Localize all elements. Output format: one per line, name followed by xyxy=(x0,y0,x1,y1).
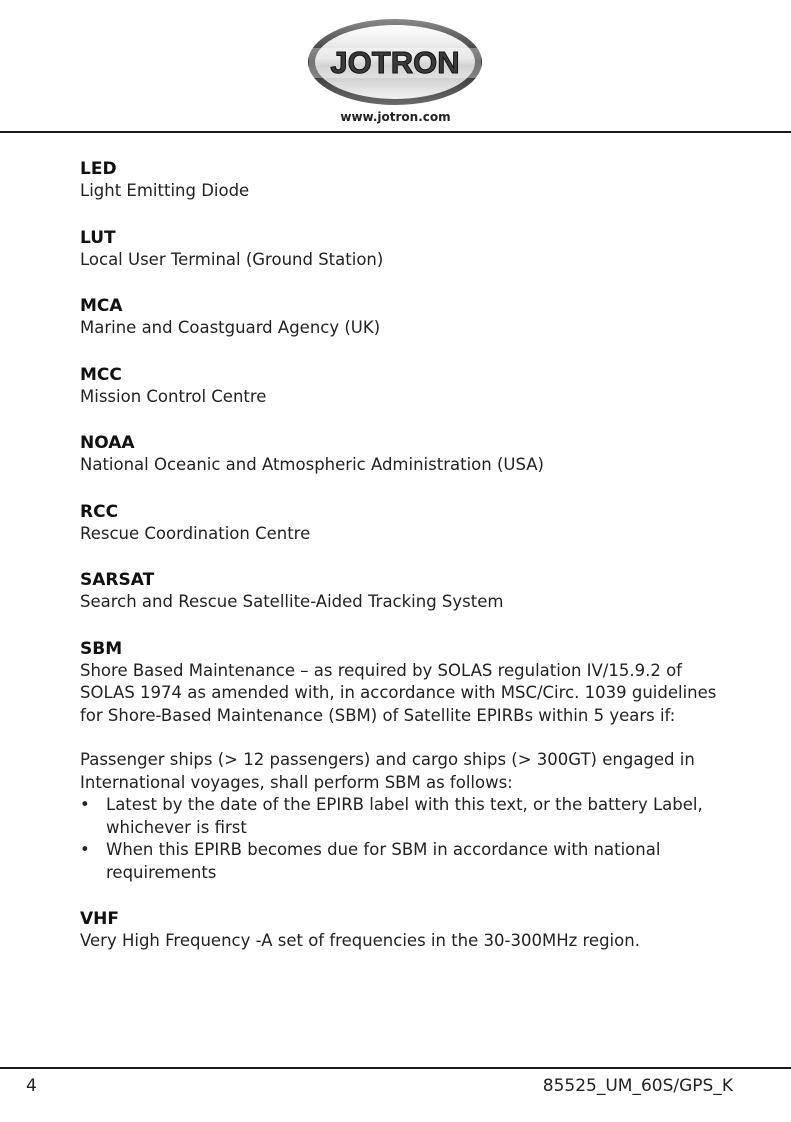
list-item xyxy=(80,839,720,884)
svg-text:JOTRON: JOTRON xyxy=(330,45,460,80)
term-title: RCC xyxy=(80,501,119,522)
term-title: MCA xyxy=(80,296,123,316)
term-mcc xyxy=(80,364,720,409)
jotron-logo-graphic xyxy=(307,18,483,106)
bullet-icon: • xyxy=(80,840,90,859)
page-header xyxy=(0,0,791,132)
term-lut xyxy=(80,227,720,272)
term-definition: Shore Based Maintenance – as required by SOLAS regulation IV/15.9.2 of SOLAS 1974 as amended with, in accordance with MSC/Circ. 1039 guidelines for Shore-Based Maintenance (SBM) of Satellite EPIRBs within 5 years if: xyxy=(80,660,717,725)
sbm-paragraph: Passenger ships (> 12 passengers) and cargo ships (> 300GT) engaged in International voyages, shall perform SBM as follows: xyxy=(80,750,695,792)
term-title: LED xyxy=(80,159,117,179)
website-url[interactable]: www.jotron.com xyxy=(340,110,451,124)
term-definition: Mission Control Centre xyxy=(80,386,267,406)
term-sarsat xyxy=(80,569,720,614)
term-rcc xyxy=(80,501,720,546)
term-definition: Light Emitting Diode xyxy=(80,181,250,200)
page-number: 4 xyxy=(26,1076,37,1096)
term-title: NOAA xyxy=(80,433,135,453)
term-noaa xyxy=(80,432,720,477)
document-code: 85525_UM_60S/GPS_K xyxy=(542,1076,733,1096)
bullet-icon: • xyxy=(80,795,90,814)
term-led xyxy=(80,158,720,203)
footer-divider xyxy=(0,1067,791,1069)
term-title: SBM xyxy=(80,638,123,659)
sbm-bullet-list xyxy=(80,794,720,884)
term-definition: Very High Frequency -A set of frequencies in the 30-300MHz region. xyxy=(80,931,640,950)
list-item-text: Latest by the date of the EPIRB label with this text, or the battery Label, whichever is first xyxy=(106,795,703,837)
term-mca xyxy=(80,295,720,340)
list-item-text: When this EPIRB becomes due for SBM in accordance with national requirements xyxy=(106,840,661,882)
term-title: SARSAT xyxy=(80,570,155,590)
term-definition: Local User Terminal (Ground Station) xyxy=(80,249,384,269)
term-definition: Rescue Coordination Centre xyxy=(80,523,311,543)
list-item xyxy=(80,794,720,839)
term-vhf xyxy=(80,908,720,953)
term-definition: Search and Rescue Satellite-Aided Tracking System xyxy=(80,592,504,611)
term-definition: Marine and Coastguard Agency (UK) xyxy=(80,318,381,337)
header-divider xyxy=(0,131,791,133)
jotron-logo xyxy=(307,18,483,106)
glossary-content xyxy=(80,158,720,977)
term-title: VHF xyxy=(80,909,119,929)
term-title: MCC xyxy=(80,364,122,385)
term-title: LUT xyxy=(80,227,116,248)
term-sbm xyxy=(80,638,720,885)
term-definition: National Oceanic and Atmospheric Administration (USA) xyxy=(80,455,544,474)
